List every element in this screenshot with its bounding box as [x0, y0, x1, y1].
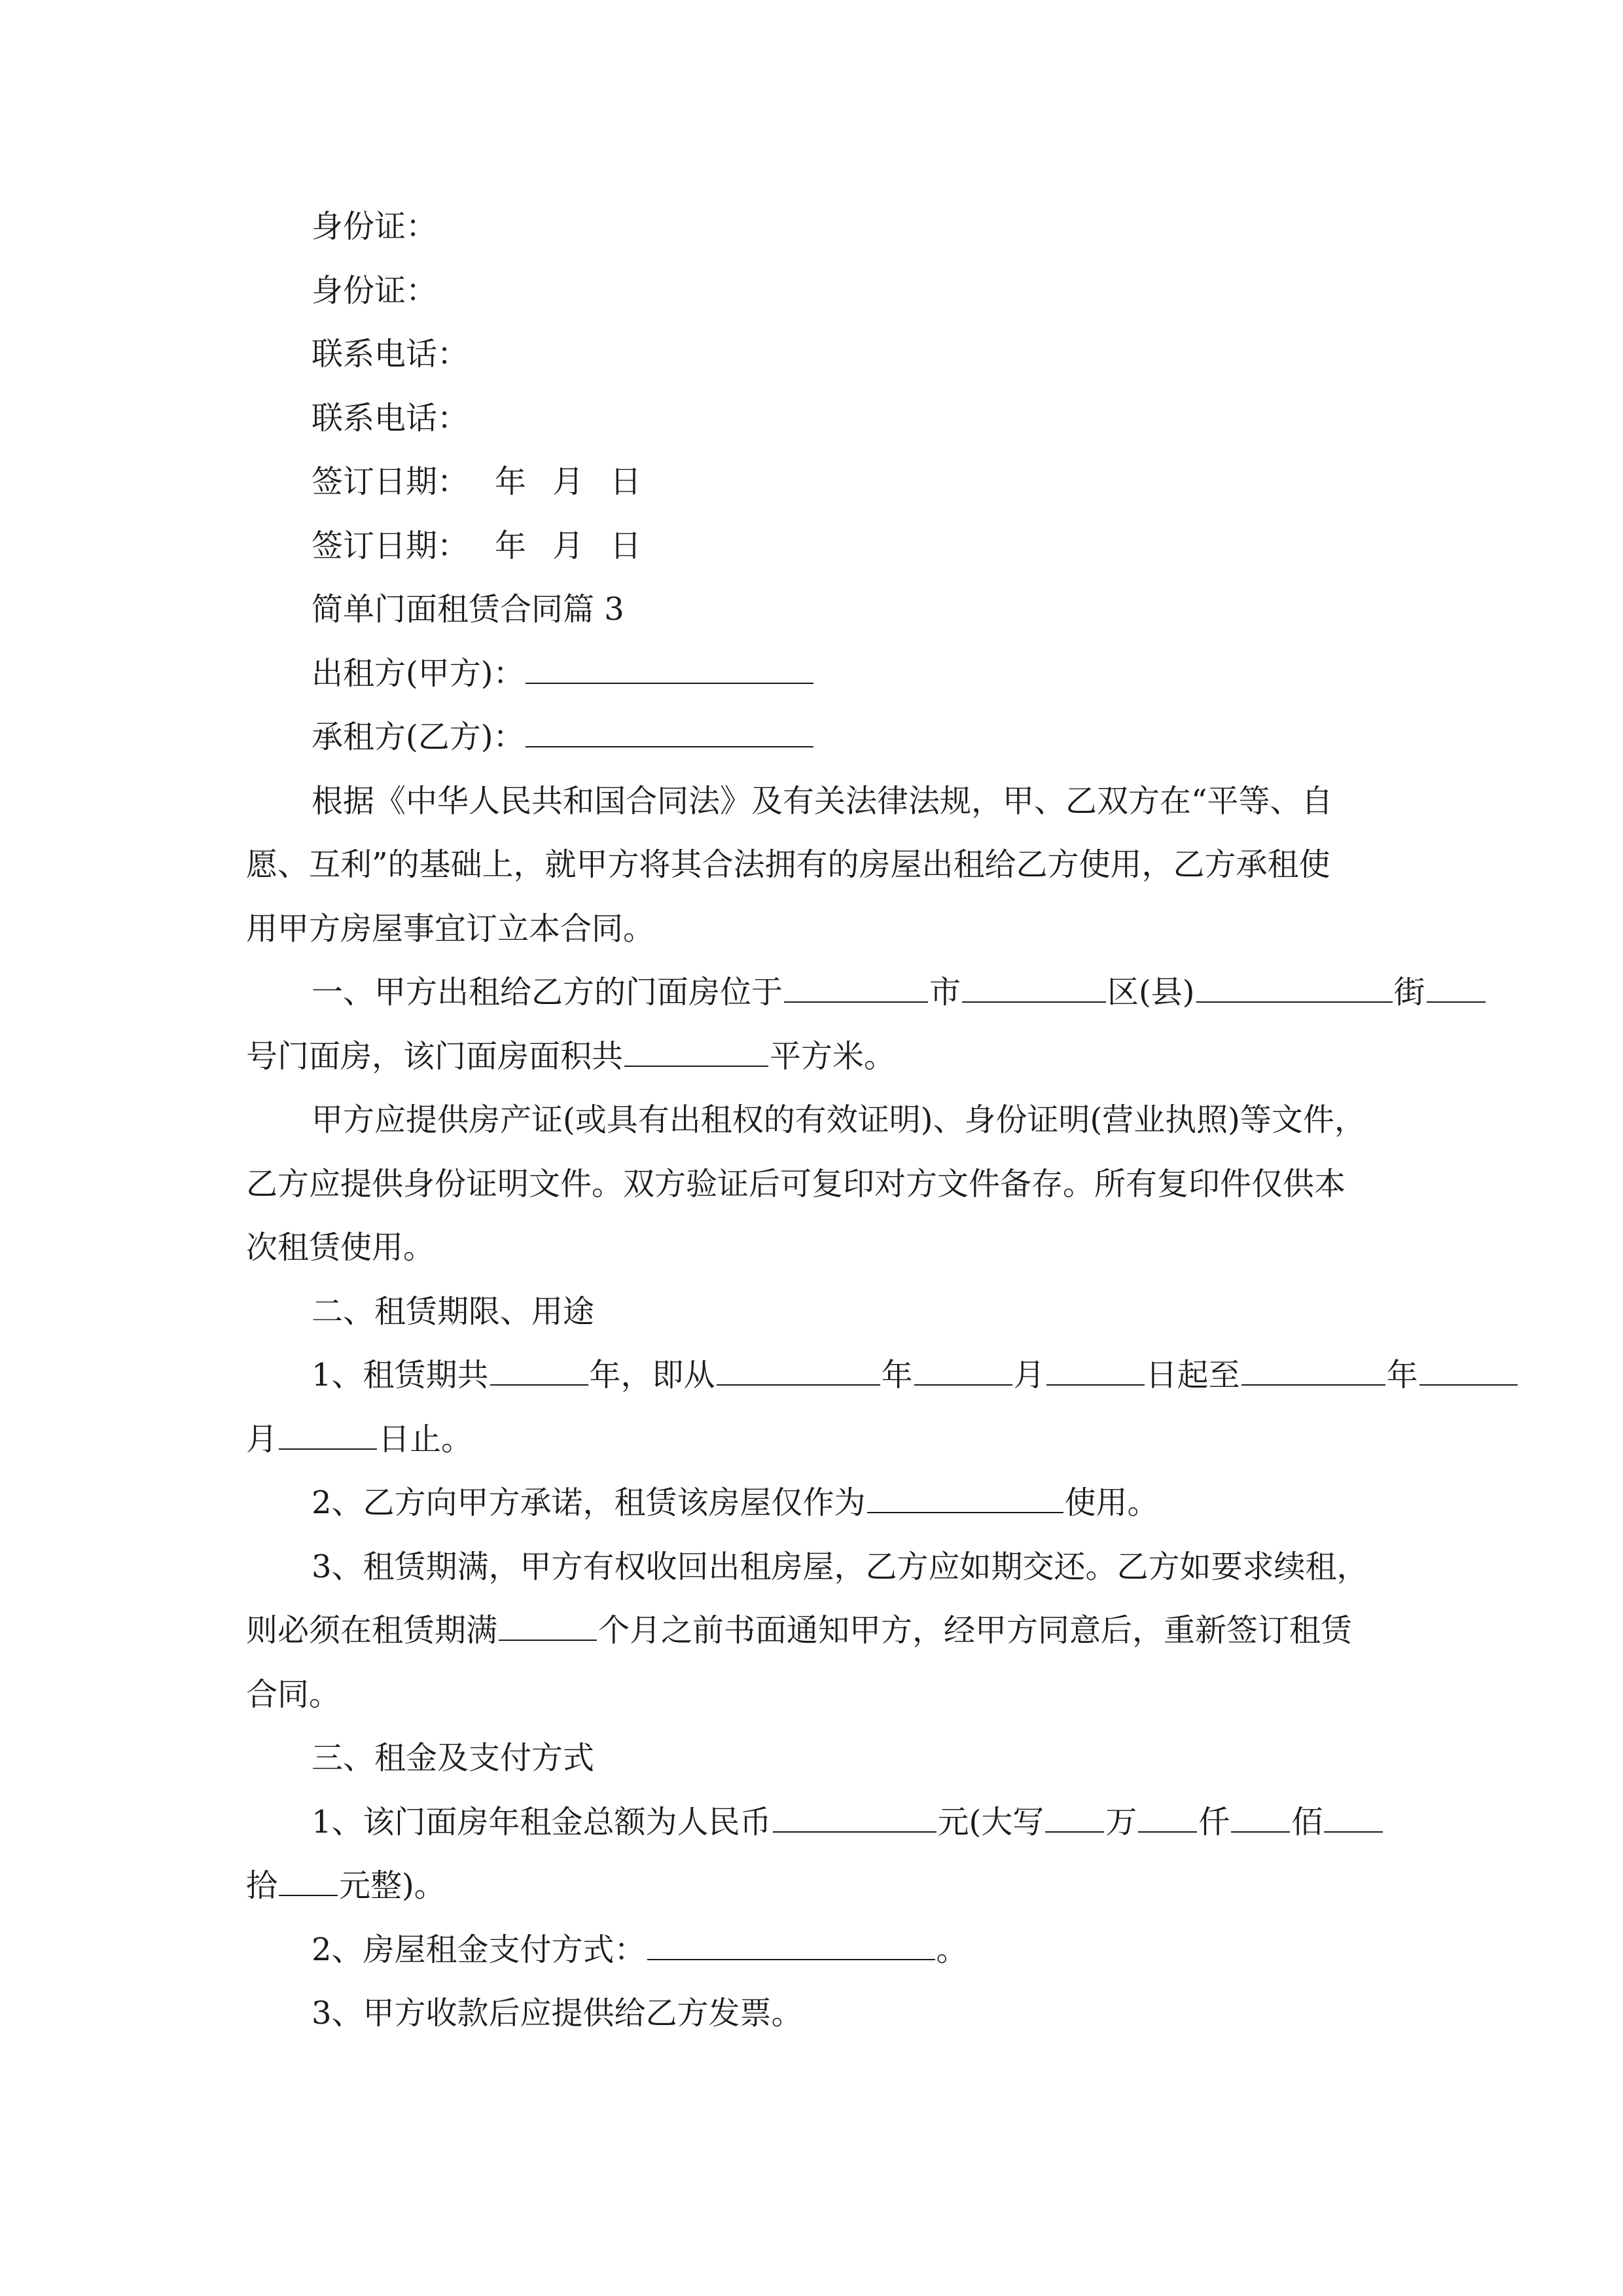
lessee-blank [526, 707, 813, 747]
section-title: 简单门面租赁合同篇 3 [312, 591, 624, 628]
lessor-blank [526, 643, 813, 684]
clause-line: 一、甲方出租给乙方的门面房位于 市 区(县) 街 [246, 961, 1378, 1025]
clause-line: 3、甲方收款后应提供给乙方发票。 [312, 1995, 803, 2032]
paragraph-line: 甲方应提供房产证(或具有出租权的有效证明)、身份证明(营业执照)等文件， [312, 1102, 1366, 1138]
paragraph-line: 愿、互利”的基础上，就甲方将其合法拥有的房屋出租给乙方使用，乙方承租使 [246, 846, 1330, 883]
clause-line: 拾 元整)。 [246, 1854, 1378, 1918]
phone-line: 联系电话： [312, 336, 469, 372]
clause-line: 月 日止。 [246, 1408, 1378, 1472]
clause-line: 2、乙方向甲方承诺，租赁该房屋仅作为 使用。 [246, 1471, 1378, 1535]
section-heading: 二、租赁期限、用途 [312, 1293, 595, 1330]
blank [717, 1345, 880, 1386]
paragraph-line: 3、租赁期满，甲方有权收回出租房屋，乙方应如期交还。乙方如要求续租， [312, 1548, 1368, 1585]
paragraph-line: 则必须在租赁期满 个月之前书面通知甲方，经甲方同意后，重新签订租赁 [246, 1599, 1378, 1663]
blank [490, 1345, 588, 1386]
blank [784, 962, 928, 1003]
blank [647, 1920, 935, 1960]
blank [1045, 1792, 1104, 1833]
document-body [246, 195, 1425, 2046]
phone-line: 联系电话： [312, 399, 469, 437]
blank [1419, 1345, 1518, 1386]
clause-line: 1、租赁期共 年，即从 年 月 日起至 年 [246, 1344, 1378, 1408]
blank [1324, 1792, 1383, 1833]
paragraph-line: 合同。 [246, 1676, 341, 1713]
blank [773, 1792, 936, 1833]
lessor-line: 出租方(甲方)： [246, 642, 1378, 706]
blank [1427, 962, 1486, 1003]
clause-line: 2、房屋租金支付方式： 。 [246, 1918, 1378, 1982]
blank [1196, 962, 1393, 1003]
blank [1138, 1792, 1197, 1833]
blank [279, 1856, 338, 1896]
blank [1231, 1792, 1290, 1833]
blank [962, 962, 1106, 1003]
blank [1046, 1345, 1145, 1386]
blank [867, 1473, 1063, 1513]
lessee-line: 承租方(乙方)： [246, 706, 1378, 770]
blank [279, 1409, 377, 1450]
paragraph-line: 次租赁使用。 [246, 1229, 435, 1266]
blank [499, 1600, 597, 1641]
clause-line: 1、该门面房年租金总额为人民币 元(大写 万 仟 佰 [246, 1791, 1378, 1855]
id-card-line: 身份证： [312, 272, 438, 309]
paragraph-line: 用甲方房屋事宜订立本合同。 [246, 910, 655, 947]
section-heading: 三、租金及支付方式 [312, 1740, 595, 1776]
blank [914, 1345, 1012, 1386]
paragraph-line: 乙方应提供身份证明文件。双方验证后可复印对方文件备存。所有复印件仅供本 [246, 1165, 1346, 1202]
blank [1241, 1345, 1385, 1386]
clause-line: 号门面房，该门面房面积共 平方米。 [246, 1025, 1378, 1089]
blank [624, 1026, 768, 1067]
id-card-line: 身份证： [312, 208, 438, 245]
paragraph-line: 根据《中华人民共和国合同法》及有关法律法规，甲、乙双方在“平等、自 [312, 782, 1333, 819]
sign-date-line: 签订日期： 年 月 日 [312, 463, 642, 500]
sign-date-line: 签订日期： 年 月 日 [312, 527, 642, 564]
